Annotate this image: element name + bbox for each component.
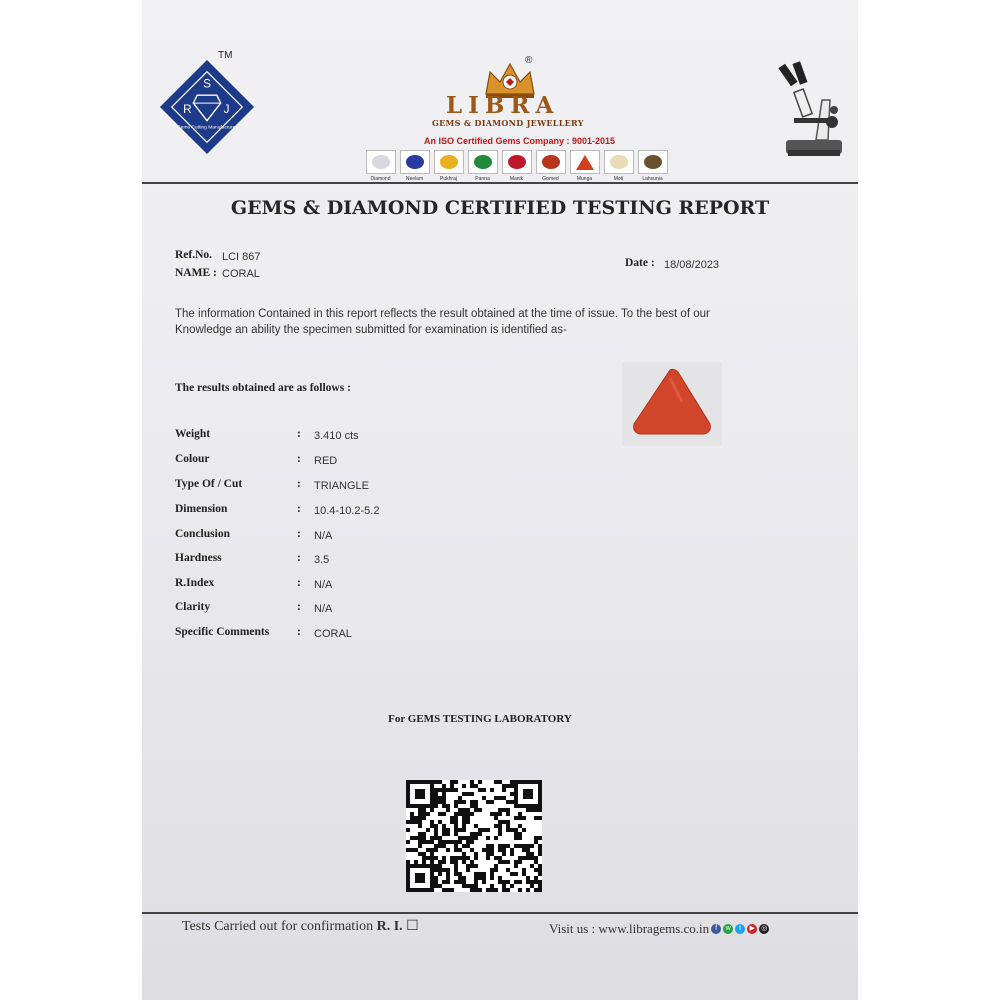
- qr-code: [406, 780, 542, 892]
- gem-swatch-icon: [604, 150, 634, 174]
- background-left: [0, 0, 142, 1000]
- result-label: Type Of / Cut: [175, 478, 243, 490]
- footer-confirmation: [182, 918, 419, 935]
- result-separator: :: [297, 552, 301, 564]
- result-value: TRIANGLE: [314, 480, 370, 492]
- footer-ri-label: R. I.: [376, 919, 403, 934]
- date-value: 18/08/2023: [664, 259, 720, 271]
- gem-swatch-icon: [570, 150, 600, 174]
- result-value: CORAL: [314, 628, 352, 640]
- coral-triangle-icon: [622, 362, 722, 446]
- gem-swatch-icon: [502, 150, 532, 174]
- youtube-icon[interactable]: ▶: [747, 924, 757, 934]
- libra-subtitle: GEMS & DIAMOND JEWELLERY: [432, 118, 584, 128]
- result-value: N/A: [314, 603, 333, 615]
- header-divider: [142, 182, 858, 184]
- result-value: 3.5: [314, 554, 330, 566]
- result-value: N/A: [314, 579, 333, 591]
- result-separator: :: [297, 453, 301, 465]
- coral-gem-photo: [622, 362, 722, 446]
- result-label: Conclusion: [175, 528, 230, 540]
- date-label: Date :: [625, 257, 655, 269]
- srj-letter-j: J: [223, 102, 230, 116]
- result-label: Colour: [175, 453, 210, 465]
- gem-label: Neelam: [405, 176, 424, 182]
- srj-logo: [158, 58, 256, 156]
- result-separator: :: [297, 503, 301, 515]
- report-title: GEMS & DIAMOND CERTIFIED TESTING REPORT: [230, 197, 770, 219]
- gem-item: [399, 150, 430, 182]
- footer-divider: [142, 912, 858, 914]
- result-value: RED: [314, 455, 338, 467]
- gem-item: [501, 150, 532, 182]
- result-label: Clarity: [175, 601, 211, 613]
- result-label: Weight: [175, 428, 211, 440]
- result-label: R.Index: [175, 577, 215, 589]
- gem-swatch-icon: [434, 150, 464, 174]
- instagram-icon[interactable]: ◎: [761, 925, 768, 932]
- iso-certification: An ISO Certified Gems Company : 9001-2015: [424, 136, 616, 146]
- result-separator: :: [297, 626, 301, 638]
- registered-mark: ®: [525, 55, 533, 66]
- ref-value: LCI 867: [222, 251, 261, 263]
- facebook-icon[interactable]: f: [711, 924, 721, 934]
- gem-swatch-icon: [366, 150, 396, 174]
- gem-label: Munga: [576, 176, 593, 182]
- result-separator: :: [297, 478, 301, 490]
- gem-icons-row: [365, 150, 668, 182]
- intro-line-1: The information Contained in this report reflects the result obtained at the time of issue. To the best of our: [175, 308, 710, 320]
- microscope-icon: [776, 60, 850, 160]
- website-text[interactable]: Visit us : www.libragems.co.in: [549, 921, 710, 936]
- footer-confirmation-text: Tests Carried out for confirmation: [182, 919, 377, 934]
- libra-brand-name: LIBRA: [446, 92, 560, 119]
- gem-label: Pukhraj: [440, 176, 457, 182]
- result-label: Specific Comments: [175, 626, 270, 638]
- ri-checkbox: ☐: [406, 919, 419, 934]
- srj-letter-r: R: [183, 102, 192, 116]
- twitter-icon[interactable]: t: [735, 924, 745, 934]
- gem-swatch-icon: [468, 150, 498, 174]
- gem-item: [433, 150, 464, 182]
- name-label: NAME :: [175, 267, 217, 279]
- results-heading: The results obtained are as follows :: [175, 382, 351, 394]
- gem-item: [603, 150, 634, 182]
- result-separator: :: [297, 601, 301, 613]
- gem-label: Lahsunia: [642, 176, 663, 182]
- trademark-mark: TM: [218, 50, 233, 61]
- background-right: [858, 0, 1000, 1000]
- gem-item: [365, 150, 396, 182]
- footer-website: [549, 921, 769, 937]
- gem-item: [569, 150, 600, 182]
- result-separator: :: [297, 528, 301, 540]
- result-value: N/A: [314, 530, 333, 542]
- intro-paragraph: [175, 306, 765, 338]
- result-separator: :: [297, 577, 301, 589]
- gem-swatch-icon: [638, 150, 668, 174]
- intro-line-2: Knowledge an ability the specimen submitted for examination is identified as-: [175, 324, 567, 336]
- ref-label: Ref.No.: [175, 249, 213, 261]
- name-value: CORAL: [222, 268, 260, 280]
- gem-label: Diamond: [370, 176, 391, 182]
- gem-label: Moti: [613, 176, 624, 182]
- gem-swatch-icon: [536, 150, 566, 174]
- result-label: Dimension: [175, 503, 228, 515]
- gem-item: [637, 150, 668, 182]
- gem-label: Panna: [475, 176, 490, 182]
- result-label: Hardness: [175, 552, 222, 564]
- for-lab-label: For GEMS TESTING LABORATORY: [388, 713, 572, 725]
- result-value: 10.4-10.2-5.2: [314, 505, 380, 517]
- gem-label: Manik: [509, 176, 524, 182]
- gem-label: Gomed: [542, 176, 559, 182]
- gem-swatch-icon: [400, 150, 430, 174]
- gem-item: [535, 150, 566, 182]
- result-value: 3.410 cts: [314, 430, 359, 442]
- gem-item: [467, 150, 498, 182]
- srj-letter-s: S: [203, 77, 211, 91]
- srj-tagline: Gems Cutting Manufacturer: [176, 125, 238, 131]
- whatsapp-icon[interactable]: w: [723, 924, 733, 934]
- result-separator: :: [297, 428, 301, 440]
